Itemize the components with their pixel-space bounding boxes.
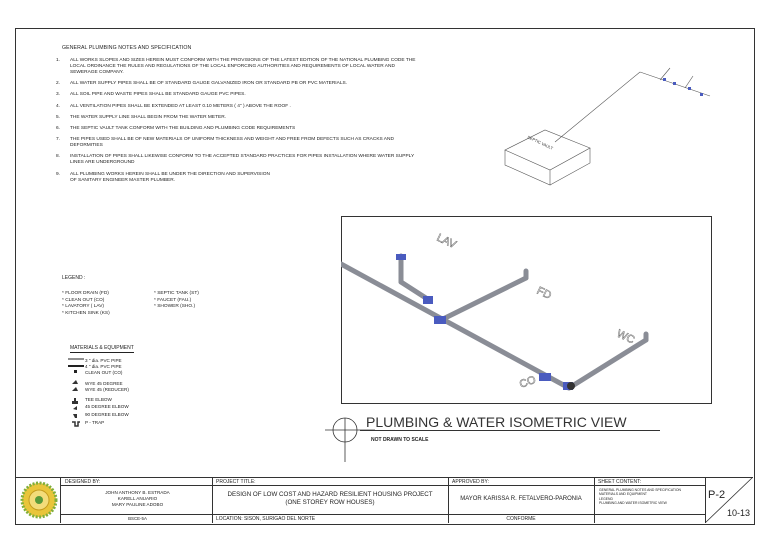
main-sewer-pipe <box>341 264 569 388</box>
material-item: 90 DEGREE ELBOW <box>85 412 129 417</box>
septic-tank-label: SEPTIC VAULT <box>526 134 554 151</box>
material-item: WYE 45 (REDUCER) <box>85 387 129 392</box>
note-item: 6. THE SEPTIC VAULT TANK CONFORM WITH THE BUILDING AND PLUMBING CODE REQUIREMENTS <box>56 125 296 131</box>
view-title-underline <box>360 430 660 431</box>
clean-out-cap <box>567 382 575 390</box>
elbow-fitting <box>539 373 551 381</box>
section: BSCE-5A <box>128 516 147 521</box>
elbow-90-symbol <box>73 414 77 418</box>
material-item: 3 " dia. PVC PIPE <box>85 358 122 363</box>
note-item: 4. ALL VENTILATION PIPES SHALL BE EXTENDED AT LEAST 0.10 METERS ( 4" ) ABOVE THE ROOF . <box>56 103 291 109</box>
scale-note: NOT DRAWN TO SCALE <box>371 437 429 443</box>
conforme-label: CONFORME <box>506 516 536 522</box>
materials-symbols <box>66 356 86 436</box>
legend-item: * SHOWER (SHO.) <box>154 304 196 309</box>
material-item: CLEAN OUT (CO) <box>85 370 123 375</box>
notes-list <box>52 58 422 189</box>
sheet-content-list: GENERAL PLUMBING NOTES AND SPECIFICATION MATERIALS AND EQUIPMENT LEGEND PLUMBING AND WATER ISOMETRIC VIEW <box>599 488 681 506</box>
title-block-divider <box>60 485 705 486</box>
notes-title: GENERAL PLUMBING NOTES AND SPECIFICATION <box>62 45 192 51</box>
municipal-seal-logo <box>20 479 58 521</box>
approver-name: MAYOR KARISSA R. FETALVERO-PARONIA <box>460 496 582 502</box>
project-title-label: PROJECT TITLE: <box>216 479 256 485</box>
designed-by-label: DESIGNED BY: <box>65 479 101 485</box>
material-item: P - TRAP <box>85 420 105 425</box>
legend-item: * SEPTIC TANK (ST) <box>154 291 199 296</box>
designers: JOHN ANTHONY B. ESTRADA KARELL ANUARIO MARY PAULINE ADOBO <box>105 490 170 507</box>
note-item: 9. ALL PLUMBING WORKS HEREIN SHALL BE UNDER THE DIRECTION AND SUPERVISION OF SANITARY ENGINEER MASTER PLUMBER. <box>56 171 270 183</box>
legend-item: * KITCHEN SINK (KS) <box>62 310 110 316</box>
legend-item: * CLEAN OUT (CO) <box>62 297 105 303</box>
wc-label: WC <box>614 327 637 347</box>
p-trap-symbol <box>72 422 80 426</box>
lav-elbow <box>396 254 406 260</box>
approved-by-label: APPROVED BY: <box>452 479 489 485</box>
material-item: WYE 45 DEGREE <box>85 381 123 386</box>
wye-fitting <box>423 296 433 304</box>
sheet-content-label: SHEET CONTENT: <box>598 479 641 485</box>
septic-tank-top <box>505 130 590 170</box>
fitting-mark <box>700 93 703 96</box>
septic-overview-drawing <box>495 60 725 200</box>
fd-label: FD <box>534 284 554 302</box>
fd-branch-pipe <box>441 278 526 320</box>
wc-branch-pipe <box>569 340 646 388</box>
legend-item: * LAVATORY ( LAV) <box>62 304 105 309</box>
material-item: TEE ELBOW <box>85 397 112 402</box>
sheet-number: P-2 <box>708 489 726 501</box>
legend-title: LEGEND : <box>62 275 86 281</box>
wye-symbol <box>72 380 78 384</box>
lav-label: LAV <box>434 231 458 252</box>
location: LOCATION: SISON, SURIGAO DEL NORTE <box>216 516 316 522</box>
sheet-count: 10-13 <box>727 508 751 518</box>
view-title: PLUMBING & WATER ISOMETRIC VIEW <box>366 414 627 430</box>
legend-item: * FLOOR DRAIN (FD) <box>62 291 109 296</box>
title-block-divider <box>60 477 61 523</box>
material-item: 45 DEGREE ELBOW <box>85 404 129 409</box>
materials-title: MATERIALS & EQUIPMENT <box>70 345 134 351</box>
title-block-divider <box>594 477 595 523</box>
project-title: DESIGN OF LOW COST AND HAZARD RESILIENT HOUSING PROJECT <box>227 491 433 498</box>
elbow-45-symbol <box>73 406 77 410</box>
fitting-mark <box>673 82 676 85</box>
wye-fitting <box>434 316 446 324</box>
note-item: 7. THE PIPES USED SHALL BE OF NEW MATERIALS OF UNIFORM THICKNESS AND WEIGHT AND FREE FROM DEFECTS SUCH AS CRACKS AND DEFORMITIES <box>56 137 394 149</box>
project-subtitle: (ONE STOREY ROW HOUSES) <box>285 499 375 506</box>
note-item: 1. ALL WORKS SLOPES AND SIZES HEREIN MUST CONFORM WITH THE PROVISIONS OF THE LATEST EDITION OF THE NATIONAL PLUMBING CODE THE LOCAL ORDINANCE THE RULES AND REGULATIONS OF THE LOCAL ENFORCING AUTHORITIES AND REQUIREMENTS OF LOCAL WATER AND SEWERAGE COMPANY. <box>56 58 416 75</box>
tee-elbow-symbol <box>72 398 78 404</box>
note-item: 8. INSTALLATION OF PIPES SHALL LIKEWISE CONFORM TO THE ACCEPTED STANDARD PRACTICES FOR PIPES INSTALLATION WHERE WATER SUPPLY LINES ARE UNDERGROUND <box>56 154 415 166</box>
septic-tank-side <box>505 150 550 185</box>
wye-reducer-symbol <box>72 387 78 391</box>
note-item: 3. ALL SOIL PIPE AND WASTE PIPES SHALL BE STANDARD GAUGE PVC PIPES. <box>56 92 246 98</box>
title-block-divider <box>60 514 705 515</box>
note-item: 5. THE WATER SUPPLY LINE SHALL BEGIN FROM THE WATER METER. <box>56 114 227 120</box>
co-label: CO <box>517 373 538 391</box>
sewer-line <box>555 72 640 142</box>
note-item: 2. ALL WATER SUPPLY PIPES SHALL BE OF STANDARD GAUGE GALVANIZED IRON OR STANDARD PB OR PVC MATERIALS. <box>56 81 348 87</box>
fitting-mark <box>688 87 691 90</box>
fitting-mark <box>663 78 666 81</box>
clean-out-symbol <box>74 370 77 373</box>
isometric-drawing <box>341 216 710 402</box>
legend-item: * FAUCET (FAU.) <box>154 297 192 303</box>
material-item: 4 " dia. PVC PIPE <box>85 364 122 369</box>
